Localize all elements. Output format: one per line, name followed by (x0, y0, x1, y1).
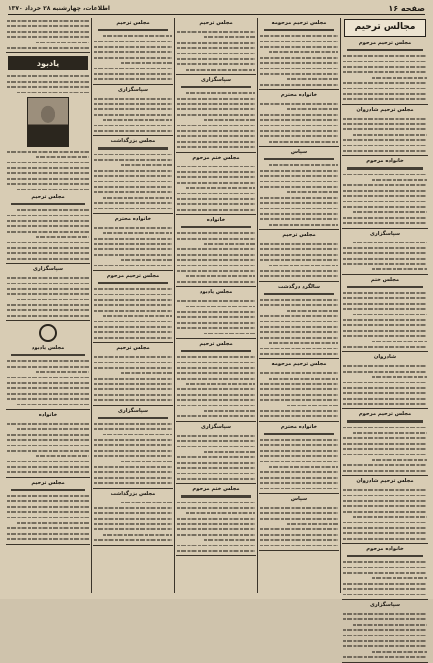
headline-bar (11, 489, 85, 491)
text-line (260, 273, 338, 278)
text-line (177, 413, 255, 418)
notice-headline: مجلس ترحیم (199, 340, 233, 347)
notice-separator (259, 146, 339, 147)
notice-separator (342, 543, 428, 544)
text-line (7, 45, 89, 50)
text-line (343, 266, 427, 271)
text-line (7, 536, 89, 541)
notice-headline: شادروان (373, 354, 397, 361)
notice-headline: مجلس ترحیم مرحوم (358, 40, 412, 46)
text-line (260, 222, 338, 227)
text-line (260, 139, 338, 144)
notice-separator (259, 229, 339, 230)
notice-headline: خانواده محترم (114, 215, 152, 222)
notice-separator (342, 662, 428, 663)
notice-separator (6, 409, 90, 410)
notice-headline: خانواده (206, 217, 226, 224)
notice-headline: سپاس (290, 149, 308, 156)
notice-headline: خانواده (38, 411, 58, 418)
text-line (94, 263, 172, 268)
headline-bar (347, 286, 423, 288)
text-line (260, 486, 338, 491)
page-number: صفحه ۱۶ (388, 4, 425, 13)
text-line (177, 144, 255, 149)
notice-headline: سپاسگزاری (117, 86, 149, 93)
text-line (94, 206, 172, 211)
text-line (343, 148, 427, 153)
text-line (343, 468, 427, 473)
notice-headline: مجلس ختم مرحوم (192, 154, 240, 161)
text-line (177, 548, 255, 553)
notice-headline: خانواده محترم (280, 92, 318, 99)
column-rule (340, 18, 341, 593)
column-3 (176, 18, 256, 593)
notice-separator (176, 338, 256, 339)
headline-bar (11, 203, 85, 205)
column-5 (6, 18, 90, 593)
text-line (177, 331, 255, 336)
notice-headline: مجلس بزرگداشت (110, 138, 156, 145)
notice-headline: سپاسگزاری (200, 423, 232, 430)
text-line (260, 351, 338, 356)
headline-bar (347, 420, 423, 422)
notice-separator (93, 405, 173, 406)
notice-headline: سپاسگزاری (117, 407, 149, 414)
text-line (343, 592, 427, 597)
notice-separator (6, 320, 90, 321)
headline-bar (181, 86, 251, 88)
notice-separator (93, 84, 173, 85)
notice-separator (342, 228, 428, 229)
notice-headline: مجلس ترحیم (31, 194, 65, 201)
text-line (94, 128, 172, 133)
text-line (7, 90, 89, 95)
headline-bar (181, 350, 251, 352)
notice-headline: مجلس ترحیم مرحوم (106, 273, 160, 280)
notice-headline: مجلس ترحیم (116, 345, 150, 352)
headline-bar (181, 495, 251, 497)
text-line (7, 402, 89, 407)
text-line (94, 480, 172, 485)
text-line (94, 397, 172, 402)
notice-headline: مجلس ترحیم (199, 20, 233, 26)
column-1 (342, 18, 428, 609)
notice-headline: مجلس ترحیم مرحومه (271, 361, 327, 368)
notice-separator (342, 475, 428, 476)
notice-separator (176, 152, 256, 153)
notice-separator (342, 104, 428, 105)
headline-bar (98, 417, 168, 419)
notice-separator (259, 358, 339, 359)
notice-separator (342, 155, 428, 156)
text-line (343, 401, 427, 406)
notice-headline: مجلس ترحیم (116, 20, 150, 26)
headline-bar (181, 226, 251, 228)
notice-separator (176, 214, 256, 215)
notice-separator (6, 52, 90, 53)
headline-bar (347, 49, 423, 51)
notice-separator (259, 550, 339, 551)
notice-separator (176, 74, 256, 75)
notice-separator (6, 544, 90, 545)
notice-separator (6, 263, 90, 264)
headline-bar (347, 167, 423, 169)
notice-separator (342, 274, 428, 275)
notice-headline: مجلس یادبود (31, 345, 65, 352)
column-rule (91, 18, 92, 593)
notice-separator (259, 421, 339, 422)
text-line (343, 536, 427, 541)
text-line (260, 543, 338, 548)
text-line (7, 313, 89, 318)
text-line (7, 187, 89, 192)
masthead-date: اطلاعات، چهارشنبه ۲۸ خرداد ۱۳۷۰ (8, 5, 110, 12)
notice-headline: مجلس ترحیم مرحومه (271, 20, 327, 26)
headline-bar (347, 555, 423, 557)
notice-headline: مجلس ترحیم (282, 232, 316, 239)
headline-bar (98, 282, 168, 284)
notice-headline: خانواده مرحوم (366, 158, 404, 165)
notice-headline: مجلس ترحیم (31, 479, 65, 486)
text-line (177, 476, 255, 481)
notice-headline: سپاسگزاری (369, 230, 401, 237)
text-line (7, 256, 89, 261)
notice-headline: سپاسگزاری (200, 77, 232, 84)
notice-separator (93, 545, 173, 546)
headline-bar (98, 29, 168, 31)
masthead (8, 3, 425, 15)
text-line (343, 654, 427, 659)
column-2 (259, 18, 339, 593)
notice-separator (176, 555, 256, 556)
text-line (260, 413, 338, 418)
notice-headline: مجلس یادبود (199, 289, 233, 296)
notice-headline: خانواده مرحوم (366, 546, 404, 553)
notice-headline: مجلس ترحیم شادروان (356, 106, 414, 113)
notice-separator (93, 270, 173, 271)
notice-separator (176, 483, 256, 484)
text-line (343, 344, 427, 349)
notice-separator (342, 599, 428, 600)
notice-headline: سالگرد درگذشت (278, 283, 320, 290)
notice-separator (176, 286, 256, 287)
yadbud-title: یادبود (8, 56, 88, 70)
emblem-icon (39, 324, 57, 342)
headline-bar (264, 293, 334, 295)
notice-headline: سپاسگزاری (32, 266, 64, 273)
text-line (343, 96, 427, 101)
text-line (260, 82, 338, 87)
notice-separator (176, 421, 256, 422)
notice-headline: مجلس ترحیم مرحوم (358, 411, 412, 418)
text-line (343, 220, 427, 225)
portrait-photo (27, 97, 69, 147)
notice-headline: خانواده محترم (280, 423, 318, 430)
section-title-box: مجالس ترحیم (344, 19, 426, 37)
notice-headline: مجلس ترحیم شادروان (356, 478, 414, 485)
headline-bar (264, 29, 334, 31)
notice-separator (342, 351, 428, 352)
notice-headline: سپاسگزاری (369, 602, 401, 609)
headline-bar (11, 354, 85, 356)
text-line (177, 279, 255, 284)
notice-headline: مجلس ختم (370, 276, 400, 283)
notice-separator (93, 342, 173, 343)
notice-separator (93, 488, 173, 489)
text-line (177, 207, 255, 212)
text-line (7, 469, 89, 474)
text-line (177, 67, 255, 72)
headline-bar (264, 433, 334, 435)
notice-separator (6, 477, 90, 478)
notice-separator (259, 493, 339, 494)
column-rule (174, 18, 175, 593)
column-4 (93, 18, 173, 593)
column-rule (257, 18, 258, 593)
notice-separator (93, 213, 173, 214)
notice-separator (342, 408, 428, 409)
notice-separator (93, 135, 173, 136)
text-line (94, 335, 172, 340)
notice-separator (259, 89, 339, 90)
notice-headline: مجلس بزرگداشت (110, 490, 156, 497)
notice-separator (259, 281, 339, 282)
notice-headline: سپاس (290, 495, 308, 502)
headline-bar (98, 147, 168, 149)
text-line (94, 537, 172, 542)
text-line (94, 76, 172, 81)
notice-headline: مجلس ختم مرحوم (192, 486, 240, 493)
headline-bar (264, 158, 334, 160)
